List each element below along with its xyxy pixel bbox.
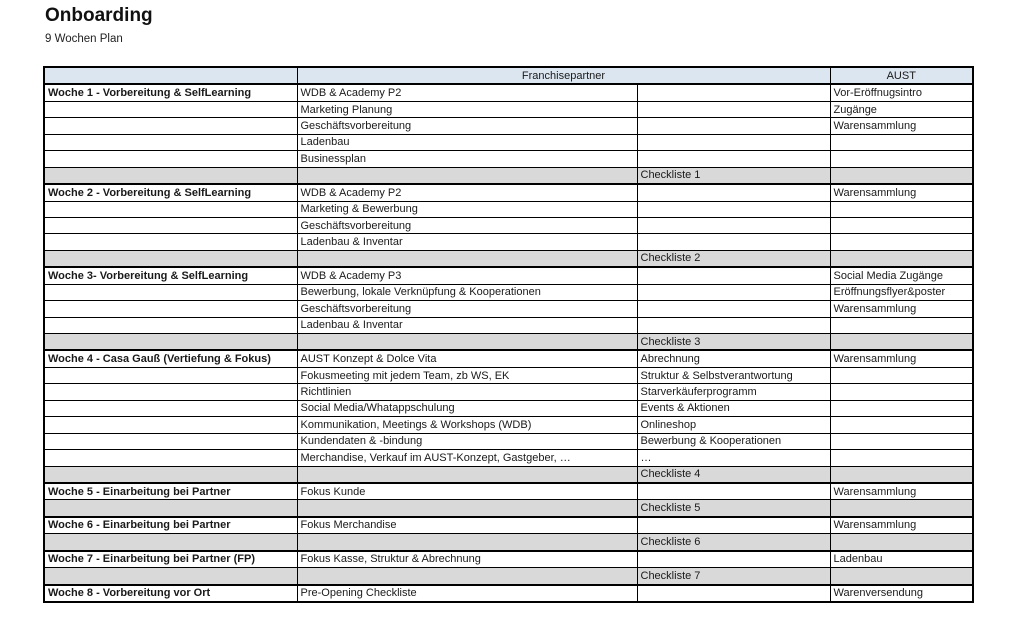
week-label-cell: Woche 5 - Einarbeitung bei Partner [44,483,297,500]
aust-task-cell [830,433,973,449]
checkliste-cell: Checkliste 3 [637,334,830,351]
week-label-cell: Woche 1 - Vorbereitung & SelfLearning [44,84,297,101]
aust-task-cell [830,367,973,383]
week-label-cell [44,101,297,117]
week-row [44,585,973,602]
franchisepartner-extra-cell [637,267,830,284]
franchisepartner-extra-cell: Events & Aktionen [637,400,830,416]
franchisepartner-task-cell: Ladenbau & Inventar [297,317,637,333]
franchisepartner-task-cell: Ladenbau & Inventar [297,234,637,250]
franchisepartner-extra-cell [637,585,830,602]
checkliste-row [44,466,973,483]
checkliste-cell: Checkliste 5 [637,500,830,517]
checkliste-cell: Checkliste 6 [637,534,830,551]
franchisepartner-task-cell [297,250,637,267]
header-row [44,67,973,84]
franchisepartner-task-cell [297,167,637,184]
franchisepartner-task-cell: WDB & Academy P3 [297,267,637,284]
franchisepartner-extra-cell [637,234,830,250]
aust-task-cell [830,400,973,416]
week-label-cell [44,167,297,184]
aust-task-cell: Warensammlung [830,184,973,201]
aust-task-cell: Zugänge [830,101,973,117]
task-row [44,301,973,317]
week-label-cell [44,334,297,351]
task-row [44,101,973,117]
franchisepartner-task-cell [297,500,637,517]
task-row [44,450,973,466]
task-row [44,317,973,333]
week-label-cell [44,118,297,134]
franchisepartner-task-cell: Fokus Kasse, Struktur & Abrechnung [297,551,637,568]
franchisepartner-extra-cell [637,201,830,217]
week-label-cell [44,466,297,483]
page-subtitle: 9 Wochen Plan [45,33,123,45]
franchisepartner-task-cell: Geschäftsvorbereitung [297,217,637,233]
franchisepartner-task-cell: Social Media/Whatappschulung [297,400,637,416]
checkliste-row [44,534,973,551]
checkliste-cell: Checkliste 7 [637,568,830,585]
checkliste-row [44,500,973,517]
checkliste-cell: Checkliste 1 [637,167,830,184]
week-label-cell [44,151,297,167]
franchisepartner-extra-cell: Starverkäuferprogramm [637,384,830,400]
franchisepartner-extra-cell: Abrechnung [637,350,830,367]
header-aust: AUST [830,67,973,84]
onboarding-table [43,66,974,603]
franchisepartner-task-cell: Geschäftsvorbereitung [297,301,637,317]
header-franchisepartner: Franchisepartner [297,67,830,84]
header-week-cell [44,67,297,84]
aust-task-cell [830,250,973,267]
franchisepartner-extra-cell: Onlineshop [637,417,830,433]
franchisepartner-task-cell: Fokus Kunde [297,483,637,500]
checkliste-row [44,250,973,267]
week-label-cell [44,250,297,267]
week-label-cell [44,384,297,400]
aust-task-cell [830,450,973,466]
franchisepartner-task-cell: Geschäftsvorbereitung [297,118,637,134]
franchisepartner-extra-cell [637,151,830,167]
week-row [44,517,973,534]
week-label-cell: Woche 8 - Vorbereitung vor Ort [44,585,297,602]
week-label-cell: Woche 4 - Casa Gauß (Vertiefung & Fokus) [44,350,297,367]
week-label-cell [44,201,297,217]
aust-task-cell [830,417,973,433]
checkliste-cell: Checkliste 4 [637,466,830,483]
week-label-cell [44,500,297,517]
franchisepartner-task-cell: WDB & Academy P2 [297,84,637,101]
week-label-cell: Woche 6 - Einarbeitung bei Partner [44,517,297,534]
franchisepartner-task-cell: Fokusmeeting mit jedem Team, zb WS, EK [297,367,637,383]
franchisepartner-task-cell: Fokus Merchandise [297,517,637,534]
franchisepartner-extra-cell [637,217,830,233]
franchisepartner-extra-cell [637,317,830,333]
aust-task-cell: Warensammlung [830,350,973,367]
aust-task-cell [830,466,973,483]
week-label-cell: Woche 3- Vorbereitung & SelfLearning [44,267,297,284]
franchisepartner-task-cell: Marketing Planung [297,101,637,117]
task-row [44,284,973,300]
week-label-cell [44,317,297,333]
week-label-cell [44,284,297,300]
week-label-cell [44,433,297,449]
franchisepartner-extra-cell [637,483,830,500]
franchisepartner-extra-cell [637,284,830,300]
week-label-cell [44,367,297,383]
week-label-cell [44,400,297,416]
aust-task-cell: Warensammlung [830,517,973,534]
franchisepartner-task-cell: Pre-Opening Checkliste [297,585,637,602]
aust-task-cell [830,167,973,184]
week-row [44,483,973,500]
week-label-cell [44,134,297,150]
aust-task-cell: Vor-Eröffnugsintro [830,84,973,101]
checkliste-row [44,568,973,585]
checkliste-row [44,334,973,351]
aust-task-cell: Warensammlung [830,118,973,134]
franchisepartner-task-cell: AUST Konzept & Dolce Vita [297,350,637,367]
week-label-cell: Woche 7 - Einarbeitung bei Partner (FP) [44,551,297,568]
task-row [44,234,973,250]
aust-task-cell: Warensammlung [830,483,973,500]
franchisepartner-task-cell: Merchandise, Verkauf im AUST-Konzept, Gastgeber, … [297,450,637,466]
franchisepartner-task-cell [297,568,637,585]
task-row [44,134,973,150]
aust-task-cell: Social Media Zugänge [830,267,973,284]
task-row [44,417,973,433]
task-row [44,118,973,134]
franchisepartner-task-cell [297,466,637,483]
task-row [44,433,973,449]
week-label-cell [44,217,297,233]
franchisepartner-task-cell [297,334,637,351]
aust-task-cell [830,217,973,233]
franchisepartner-task-cell: Marketing & Bewerbung [297,201,637,217]
week-row [44,350,973,367]
task-row [44,384,973,400]
aust-task-cell: Warensammlung [830,301,973,317]
week-label-cell [44,234,297,250]
franchisepartner-task-cell [297,534,637,551]
table-body [44,84,973,602]
aust-task-cell: Ladenbau [830,551,973,568]
aust-task-cell [830,317,973,333]
franchisepartner-extra-cell [637,134,830,150]
checkliste-cell: Checkliste 2 [637,250,830,267]
aust-task-cell [830,500,973,517]
franchisepartner-task-cell: Richtlinien [297,384,637,400]
task-row [44,201,973,217]
franchisepartner-task-cell: Kommunikation, Meetings & Workshops (WDB) [297,417,637,433]
franchisepartner-task-cell: Ladenbau [297,134,637,150]
franchisepartner-extra-cell: … [637,450,830,466]
week-row [44,551,973,568]
week-row [44,184,973,201]
franchisepartner-task-cell: Kundendaten & -bindung [297,433,637,449]
franchisepartner-task-cell: WDB & Academy P2 [297,184,637,201]
week-label-cell [44,534,297,551]
franchisepartner-extra-cell: Bewerbung & Kooperationen [637,433,830,449]
aust-task-cell: Warenversendung [830,585,973,602]
week-label-cell [44,450,297,466]
franchisepartner-extra-cell [637,101,830,117]
franchisepartner-extra-cell [637,118,830,134]
franchisepartner-task-cell: Businessplan [297,151,637,167]
franchisepartner-extra-cell: Struktur & Selbstverantwortung [637,367,830,383]
aust-task-cell: Eröffnungsflyer&poster [830,284,973,300]
task-row [44,400,973,416]
aust-task-cell [830,201,973,217]
franchisepartner-extra-cell [637,84,830,101]
aust-task-cell [830,134,973,150]
task-row [44,217,973,233]
franchisepartner-extra-cell [637,301,830,317]
week-label-cell [44,568,297,585]
franchisepartner-extra-cell [637,517,830,534]
week-row [44,84,973,101]
task-row [44,367,973,383]
aust-task-cell [830,234,973,250]
franchisepartner-task-cell: Bewerbung, lokale Verknüpfung & Kooperationen [297,284,637,300]
week-row [44,267,973,284]
aust-task-cell [830,151,973,167]
page-title: Onboarding [45,5,153,26]
aust-task-cell [830,568,973,585]
franchisepartner-extra-cell [637,184,830,201]
aust-task-cell [830,384,973,400]
aust-task-cell [830,334,973,351]
aust-task-cell [830,534,973,551]
checkliste-row [44,167,973,184]
franchisepartner-extra-cell [637,551,830,568]
week-label-cell [44,301,297,317]
task-row [44,151,973,167]
week-label-cell: Woche 2 - Vorbereitung & SelfLearning [44,184,297,201]
week-label-cell [44,417,297,433]
